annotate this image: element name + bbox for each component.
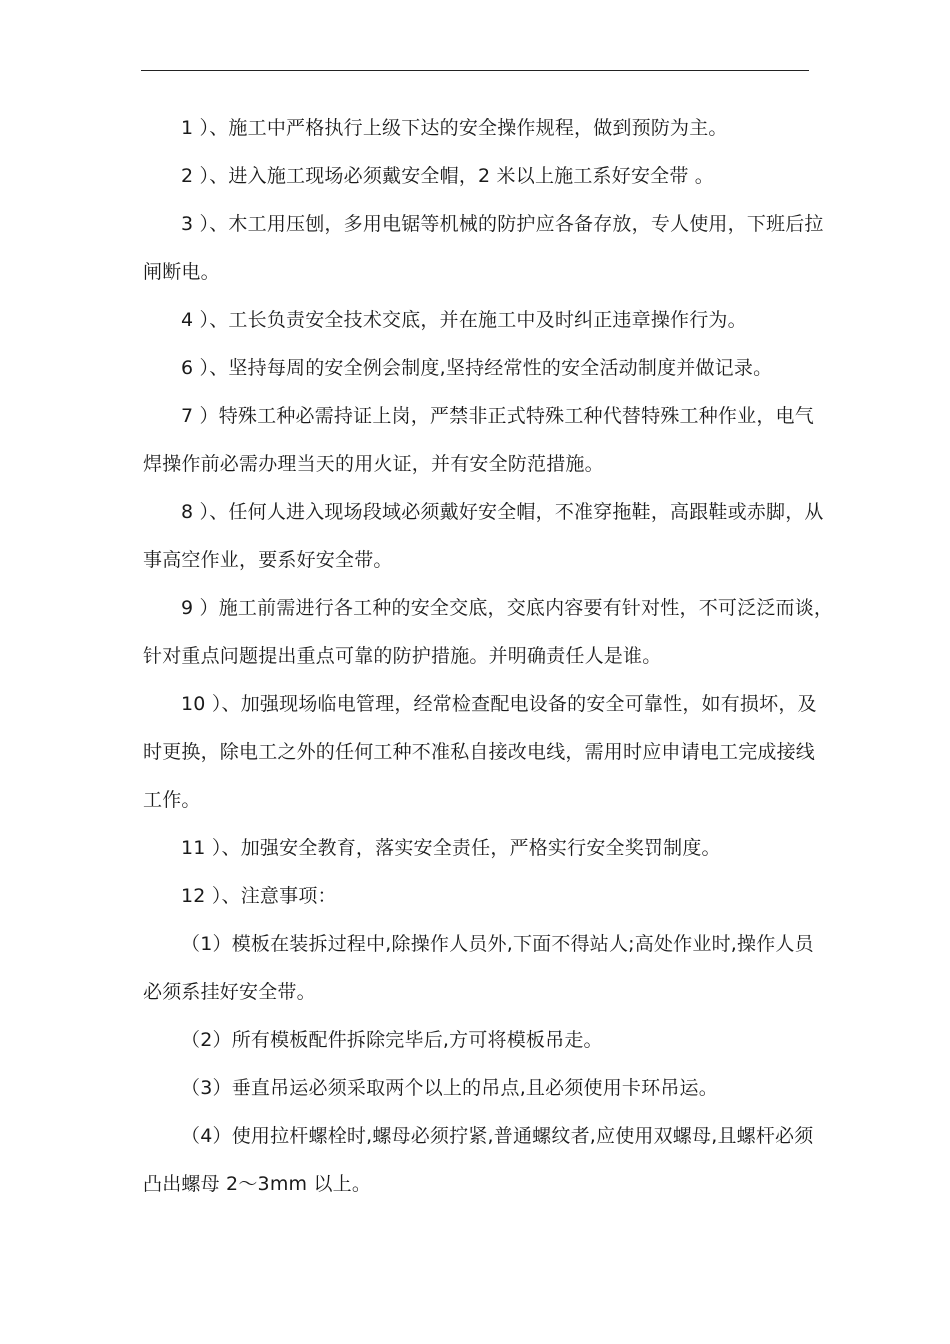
paragraph bbox=[143, 200, 824, 296]
paragraph-continuation-line: 针对重点问题提出重点可靠的防护措施。并明确责任人是谁。 bbox=[143, 645, 662, 667]
paragraph bbox=[143, 104, 811, 152]
paragraph-continuation-line: 事高空作业，要系好安全带。 bbox=[143, 549, 393, 571]
paragraph bbox=[143, 296, 811, 344]
paragraph bbox=[143, 344, 811, 392]
paragraph-first-line: （1）模板在装拆过程中,除操作人员外,下面不得站人;高处作业时,操作人员 bbox=[181, 933, 814, 955]
paragraph-first-line: （3）垂直吊运必须采取两个以上的吊点,且必须使用卡环吊运。 bbox=[181, 1077, 718, 1099]
header-rule bbox=[141, 70, 809, 71]
paragraph-first-line: （4）使用拉杆螺栓时,螺母必须拧紧,普通螺纹者,应使用双螺母,且螺杆必须 bbox=[181, 1125, 814, 1147]
paragraph-continuation-line: 时更换，除电工之外的任何工种不准私自接改电线，需用时应申请电工完成接线 bbox=[143, 741, 816, 763]
paragraph-continuation-line: 必须系挂好安全带。 bbox=[143, 981, 316, 1003]
paragraph-first-line: 9 ）施工前需进行各工种的安全交底，交底内容要有针对性，不可泛泛而谈， bbox=[181, 597, 834, 619]
paragraph-first-line: 8 ）、任何人进入现场段域必须戴好安全帽，不准穿拖鞋，高跟鞋或赤脚，从 bbox=[181, 501, 824, 523]
paragraph bbox=[143, 392, 814, 488]
paragraph-first-line: 2 ）、进入施工现场必须戴安全帽，2 米以上施工系好安全带 。 bbox=[181, 165, 714, 187]
paragraph-first-line: 1 ）、施工中严格执行上级下达的安全操作规程，做到预防为主。 bbox=[181, 117, 728, 139]
paragraph bbox=[143, 488, 824, 584]
paragraph bbox=[143, 1112, 814, 1208]
paragraph-continuation-line: 焊操作前必需办理当天的用火证，并有安全防范措施。 bbox=[143, 453, 604, 475]
paragraph bbox=[143, 872, 811, 920]
paragraph-first-line: 7 ）特殊工种必需持证上岗，严禁非正式特殊工种代替特殊工种作业，电气 bbox=[181, 405, 814, 427]
paragraph-first-line: 11 ）、加强安全教育，落实安全责任，严格实行安全奖罚制度。 bbox=[181, 837, 721, 859]
paragraph-first-line: 6 ）、坚持每周的安全例会制度,坚持经常性的安全活动制度并做记录。 bbox=[181, 357, 773, 379]
paragraph-first-line: 3 ）、木工用压刨，多用电锯等机械的防护应各备存放，专人使用，下班后拉 bbox=[181, 213, 824, 235]
paragraph bbox=[143, 1016, 811, 1064]
paragraph-first-line: 10 ）、加强现场临电管理，经常检查配电设备的安全可靠性，如有损坏，及 bbox=[181, 693, 817, 715]
paragraph bbox=[143, 680, 817, 824]
paragraph-continuation-line: 凸出螺母 2～3mm 以上。 bbox=[143, 1173, 372, 1195]
paragraph-continuation-line: 工作。 bbox=[143, 789, 201, 811]
paragraph bbox=[143, 584, 834, 680]
paragraph bbox=[143, 920, 814, 1016]
paragraph-first-line: 12 ）、注意事项： bbox=[181, 885, 337, 907]
paragraph bbox=[143, 824, 811, 872]
paragraph bbox=[143, 1064, 811, 1112]
paragraph bbox=[143, 152, 811, 200]
paragraph-first-line: 4 ）、工长负责安全技术交底，并在施工中及时纠正违章操作行为。 bbox=[181, 309, 747, 331]
paragraph-continuation-line: 闸断电。 bbox=[143, 261, 220, 283]
document-body bbox=[143, 104, 834, 1208]
paragraph-first-line: （2）所有模板配件拆除完毕后,方可将模板吊走。 bbox=[181, 1029, 603, 1051]
